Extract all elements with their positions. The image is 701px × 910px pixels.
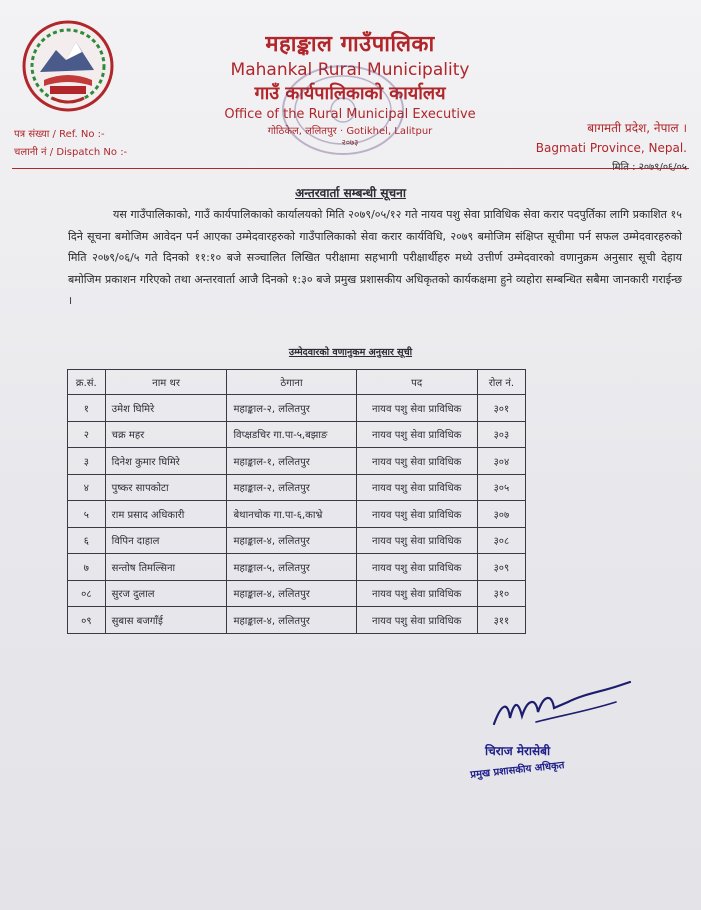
cell-roll-no: ३११ bbox=[477, 607, 525, 634]
header-post: पद bbox=[356, 370, 477, 395]
cell-address: बेथानचोक गा.पा-६,काभ्रे bbox=[227, 501, 356, 528]
candidate-list-title: उम्मेदवारको वणानुकम अनुसार सूची bbox=[288, 347, 413, 358]
municipality-name-en: Mahankal Rural Municipality bbox=[230, 60, 470, 80]
table-row bbox=[68, 607, 526, 634]
cell-post: नायव पशु सेवा प्राविधिक bbox=[356, 448, 477, 475]
notice-body: यस गाउँपालिकाको, गाउँ कार्यपालिकाको कार्यालयको मिति २०७९/०५/१२ गते नायव पशु सेवा प्राविधिक सेवा करार पदपुर्तिका लागि प्रकाशित १५ दिने सूचना बमोजिम आवेदन पर्न आएका उम्मेदवारहरुको गाउँपालिकाको सेवा करार कार्यविधि, २०७९ बमोजिम संक्षिप्त सूचीमा पर्न सफल उम्मेदवारहरुको मिति २०७९/०६/५ गते दिनको ११:१० बजे सञ्चालित लिखित परीक्षामा सहभागी परीक्षार्थीहरु मध्ये उत्तीर्ण उम्मेदवारको वणानुक्रम अनुसार सूची देहाय बमोजिम प्रकाशन गरिएको तथा अन्तरवार्ता आजै दिनको १:३० बजे प्रमुख प्रशासकीय अधिकृतको कार्यकक्षमा हुने व्यहोरा सम्बन्धित सबैमा जानकारी गराईन्छ । bbox=[68, 208, 682, 307]
cell-name: पुष्कर सापकोटा bbox=[105, 474, 227, 501]
dispatch-no: चलानी नं / Dispatch No :- bbox=[14, 147, 128, 158]
cell-roll-no: ३०८ bbox=[477, 527, 525, 554]
cell-name: सन्तोष तिमल्सिना bbox=[105, 554, 227, 581]
cell-address: महाङ्काल-१, ललितपुर bbox=[227, 448, 356, 475]
cell-address: महाङ्काल-४, ललितपुर bbox=[227, 527, 356, 554]
ref-no: पत्र संख्या / Ref. No :- bbox=[14, 129, 105, 140]
cell-sn: ३ bbox=[68, 448, 106, 475]
cell-roll-no: ३०१ bbox=[477, 395, 525, 422]
cell-name: चक्र महर bbox=[105, 421, 227, 448]
cell-post: नायव पशु सेवा प्राविधिक bbox=[356, 580, 477, 607]
cell-address: महाङ्काल-५, ललितपुर bbox=[227, 554, 356, 581]
cell-post: नायव पशु सेवा प्राविधिक bbox=[356, 501, 477, 528]
cell-post: नायव पशु सेवा प्राविधिक bbox=[356, 474, 477, 501]
cell-post: नायव पशु सेवा प्राविधिक bbox=[356, 554, 477, 581]
cell-sn: ०८ bbox=[68, 580, 106, 607]
province-np: बागमती प्रदेश, नेपाल । bbox=[587, 121, 687, 135]
header-name: नाम थर bbox=[105, 370, 227, 395]
notice-title: अन्तरवार्ता सम्बन्धी सूचना bbox=[295, 186, 406, 200]
header-roll-no: रोल नं. bbox=[477, 370, 525, 395]
cell-address: महाङ्काल-४, ललितपुर bbox=[227, 580, 356, 607]
nepal-emblem-icon bbox=[22, 20, 114, 112]
letter-date: मिति : २०७९/०६/०५ bbox=[612, 162, 687, 173]
signature-icon bbox=[488, 672, 638, 744]
cell-sn: ५ bbox=[68, 501, 106, 528]
cell-name: उमेश घिमिरे bbox=[105, 395, 227, 422]
header-sn: क्र.सं. bbox=[68, 370, 106, 395]
cell-roll-no: ३०५ bbox=[477, 474, 525, 501]
cell-roll-no: ३०९ bbox=[477, 554, 525, 581]
table-row bbox=[68, 554, 526, 581]
signatory-name: चिराज मेरासेबी bbox=[485, 744, 551, 758]
cell-roll-no: ३०७ bbox=[477, 501, 525, 528]
table-row bbox=[68, 448, 526, 475]
cell-name: सुरज दुलाल bbox=[105, 580, 227, 607]
cell-post: नायव पशु सेवा प्राविधिक bbox=[356, 527, 477, 554]
header-address: ठेगाना bbox=[227, 370, 356, 395]
cell-name: सुबास बजगाँई bbox=[105, 607, 227, 634]
municipality-name-np: महाङ्काल गाउँपालिका bbox=[265, 32, 435, 57]
table-row bbox=[68, 527, 526, 554]
table-row bbox=[68, 421, 526, 448]
office-name-np: गाउँ कार्यपालिकाको कार्यालय bbox=[254, 83, 446, 104]
cell-roll-no: ३०३ bbox=[477, 421, 525, 448]
cell-post: नायव पशु सेवा प्राविधिक bbox=[356, 607, 477, 634]
cell-sn: २ bbox=[68, 421, 106, 448]
cell-post: नायव पशु सेवा प्राविधिक bbox=[356, 395, 477, 422]
cell-sn: १ bbox=[68, 395, 106, 422]
office-name-en: Office of the Rural Municipal Executive bbox=[224, 107, 476, 122]
cell-post: नायव पशु सेवा प्राविधिक bbox=[356, 421, 477, 448]
reference-block bbox=[14, 126, 127, 162]
cell-sn: ०९ bbox=[68, 607, 106, 634]
established-year: २०७३ bbox=[341, 138, 359, 147]
cell-roll-no: ३१० bbox=[477, 580, 525, 607]
cell-sn: ६ bbox=[68, 527, 106, 554]
cell-sn: ४ bbox=[68, 474, 106, 501]
table-header-row bbox=[68, 370, 526, 395]
province-en: Bagmati Province, Nepal. bbox=[535, 141, 687, 155]
table-row bbox=[68, 474, 526, 501]
cell-address: महाङ्काल-२, ललितपुर bbox=[227, 395, 356, 422]
cell-sn: ७ bbox=[68, 554, 106, 581]
office-stamp-icon bbox=[278, 60, 408, 160]
place-name: गोठिकेल, ललितपुर · Gotikhel, Lalitpur bbox=[267, 126, 433, 137]
address-block bbox=[536, 118, 687, 178]
cell-address: महाङ्काल-२, ललितपुर bbox=[227, 474, 356, 501]
table-row bbox=[68, 501, 526, 528]
cell-name: विपिन दाहाल bbox=[105, 527, 227, 554]
candidate-table bbox=[67, 369, 526, 634]
cell-address: विप्क्षडचिर गा.पा-५,बझाङ bbox=[227, 421, 356, 448]
cell-name: राम प्रसाद अधिकारी bbox=[105, 501, 227, 528]
table-row bbox=[68, 580, 526, 607]
cell-address: महाङ्काल-४, ललितपुर bbox=[227, 607, 356, 634]
signatory-title: प्रमुख प्रशासकीय अधिकृत bbox=[469, 760, 565, 781]
header-divider bbox=[12, 168, 689, 169]
cell-name: दिनेश कुमार घिमिरे bbox=[105, 448, 227, 475]
table-row bbox=[68, 395, 526, 422]
cell-roll-no: ३०४ bbox=[477, 448, 525, 475]
